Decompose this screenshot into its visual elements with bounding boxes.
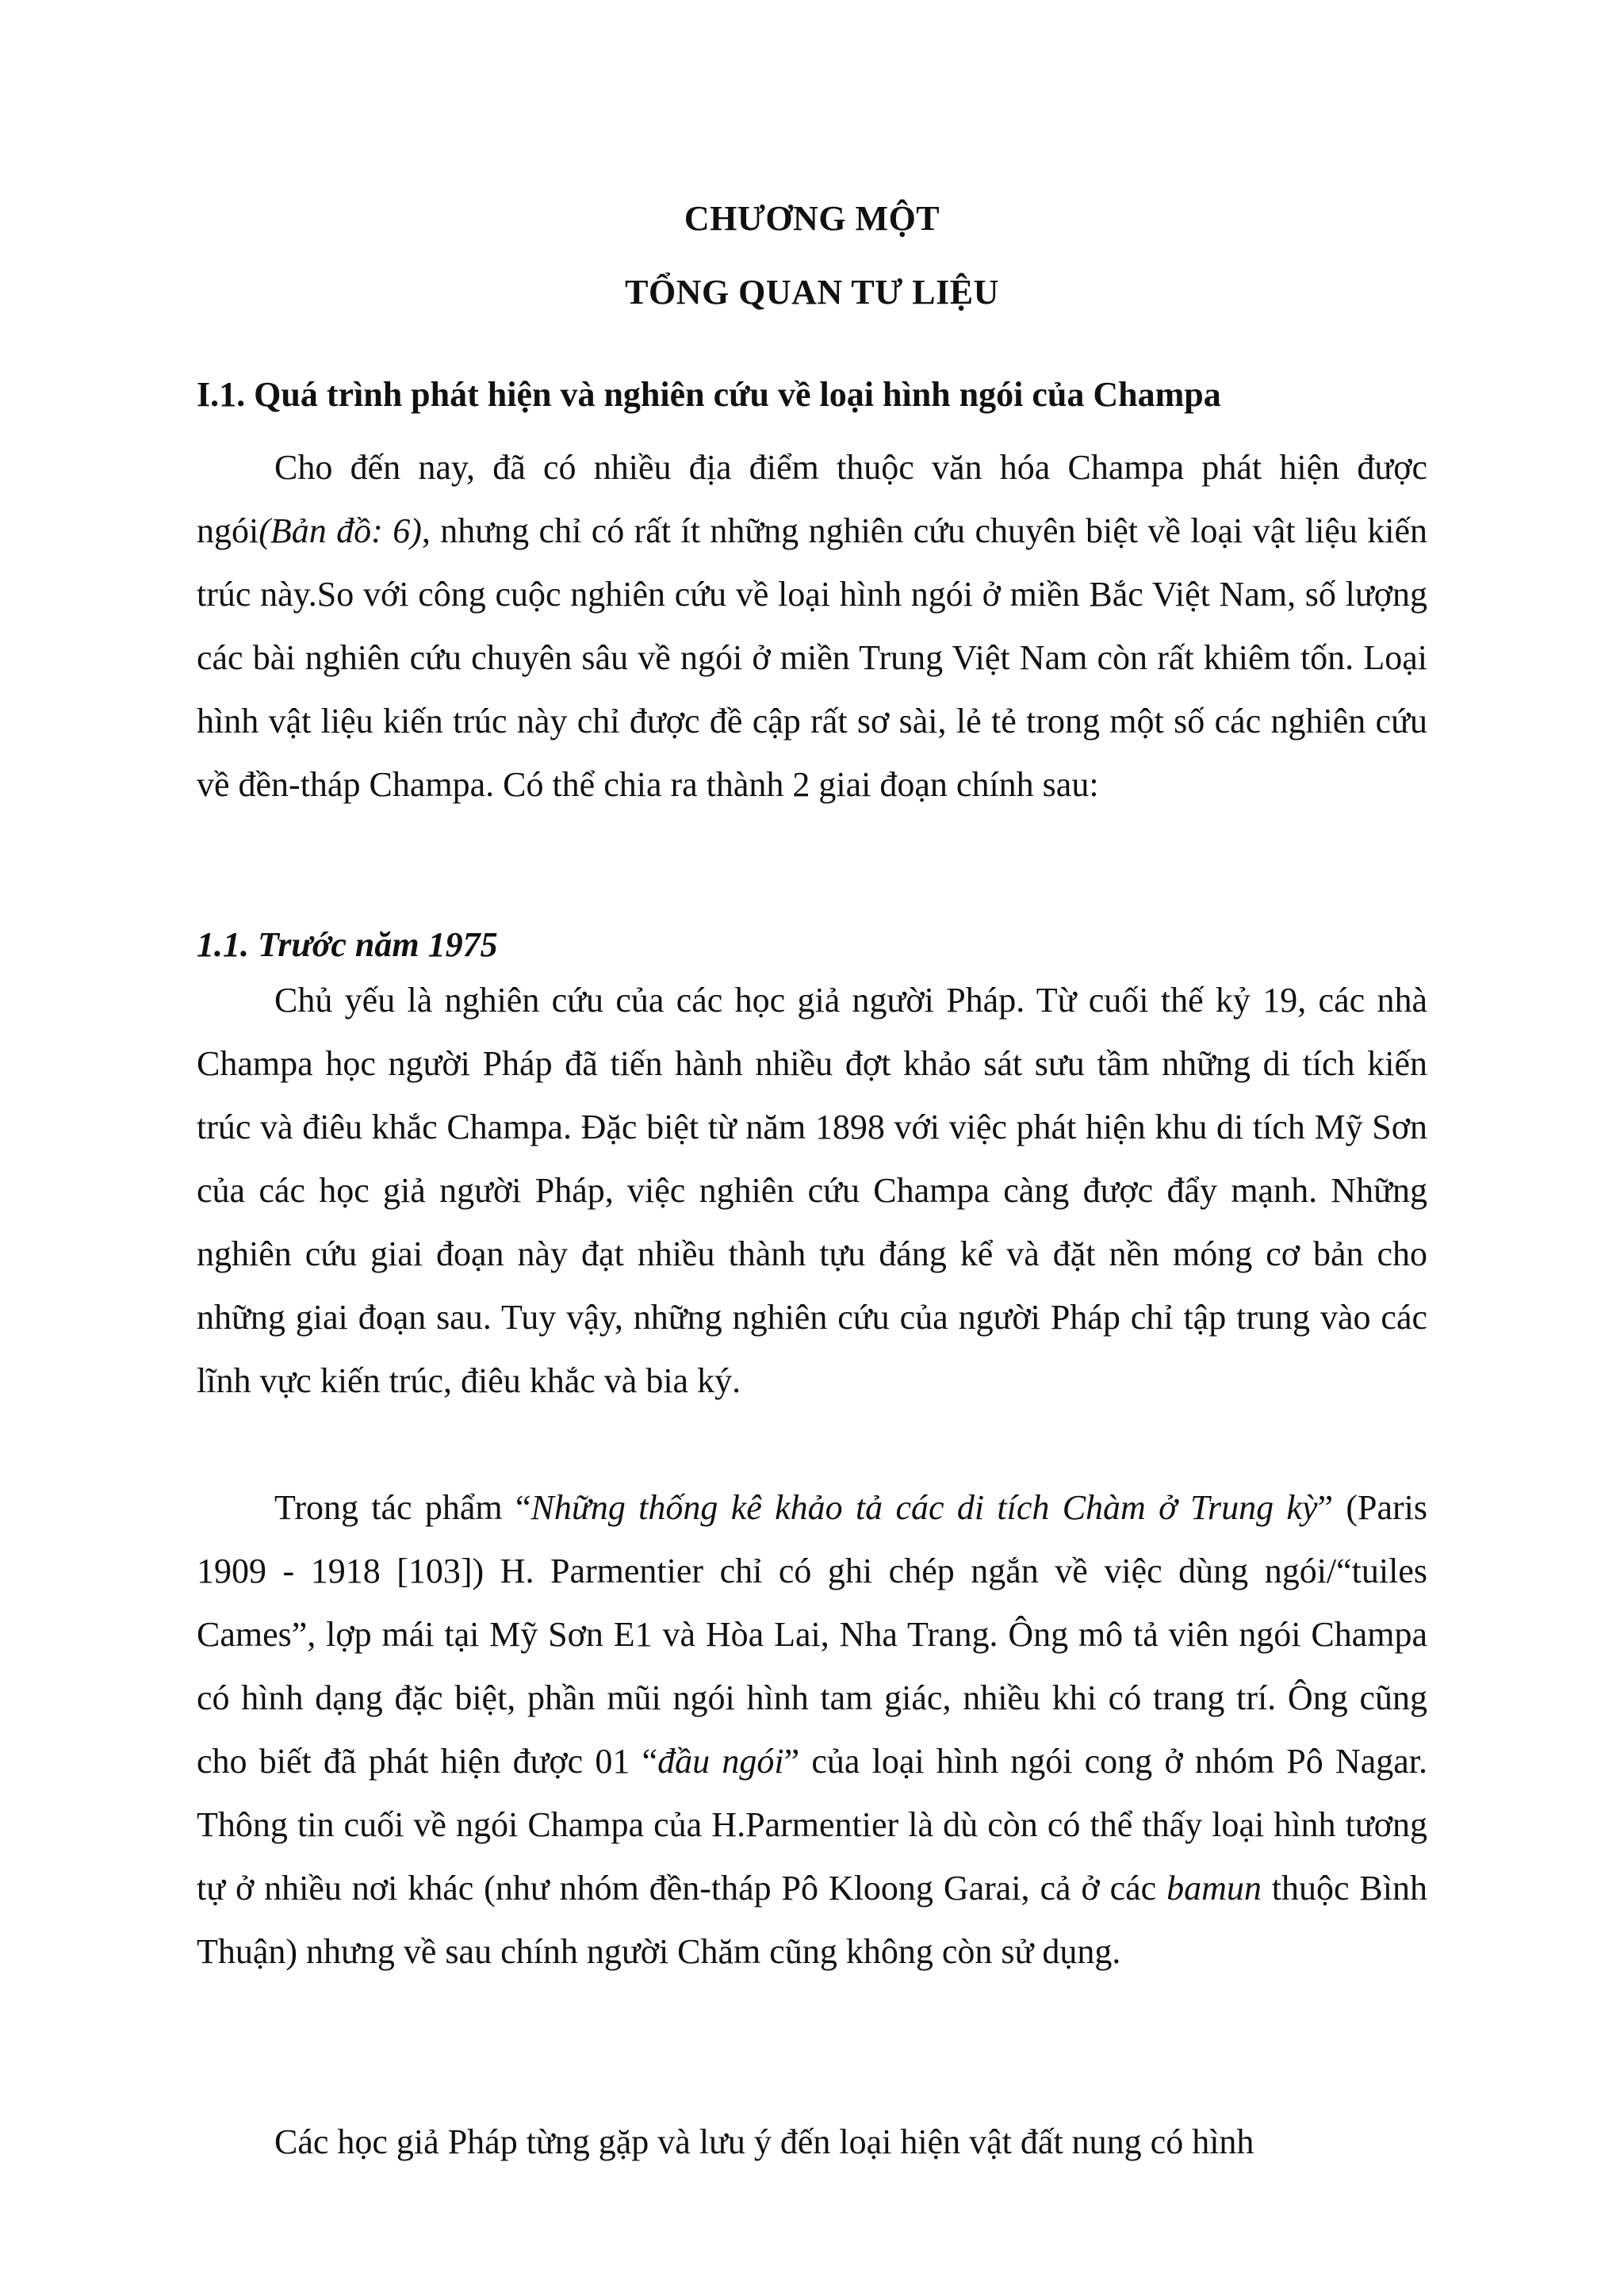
- paragraph-1-text-c: , nhưng chỉ có rất ít những nghiên cứu chuyên biệt về loại vật liệu kiến trúc này.So với công cuộc nghiên cứu về loại hình ngói ở miền Bắc Việt Nam, số lượng các bài nghiên cứu chuyên sâu về ngói ở miền Trung Việt Nam còn rất khiêm tốn. Loại hình vật liệu kiến trúc này chỉ được đề cập rất sơ sài, lẻ tẻ trong một số các nghiên cứu về đền-tháp Champa. Có thể chia ra thành 2 giai đoạn chính sau:: [197, 511, 1427, 804]
- paragraph-1: [197, 436, 1427, 817]
- section-heading: I.1. Quá trình phát hiện và nghiên cứu về loại hình ngói của Champa: [197, 375, 1221, 414]
- paragraph-3: [197, 1476, 1427, 1984]
- paragraph-1-text-a: Cho đến nay, đã có nhiều địa điểm thuộc văn hóa Champa phát hiện được ngói: [197, 448, 1427, 550]
- chapter-title: TỔNG QUAN TƯ LIỆU: [625, 273, 999, 312]
- term-bamun: bamun: [1166, 1869, 1262, 1908]
- chapter-number: CHƯƠNG MỘT: [684, 199, 940, 238]
- paragraph-3-text-e: ” của loại hình ngói cong ở nhóm Pô Nagar. Thông tin cuối về ngói Champa của H.Parmentier là dù còn có thể thấy loại hình tương tự ở nhiều nơi khác (như nhóm đền-tháp Pô Kloong Garai, cả ở các: [197, 1742, 1427, 1908]
- subsection-heading: 1.1. Trước năm 1975: [197, 925, 498, 964]
- book-title: Những thống kê khảo tả các di tích Chàm ở Trung kỳ: [530, 1488, 1318, 1527]
- map-reference: (Bản đồ: 6): [259, 511, 422, 550]
- paragraph-3-text-a: Trong tác phẩm “: [274, 1488, 531, 1527]
- paragraph-2: Chủ yếu là nghiên cứu của các học giả người Pháp. Từ cuối thế kỷ 19, các nhà Champa học người Pháp đã tiến hành nhiều đợt khảo sát sưu tầm những di tích kiến trúc và điêu khắc Champa. Đặc biệt từ năm 1898 với việc phát hiện khu di tích Mỹ Sơn của các học giả người Pháp, việc nghiên cứu Champa càng được đẩy mạnh. Những nghiên cứu giai đoạn này đạt nhiều thành tựu đáng kể và đặt nền móng cơ bản cho những giai đoạn sau. Tuy vậy, những nghiên cứu của người Pháp chỉ tập trung vào các lĩnh vực kiến trúc, điêu khắc và bia ký.: [197, 981, 1427, 1400]
- paragraph-3-text-g: thuộc Bình Thuận) nhưng về sau chính người Chăm cũng không còn sử dụng.: [197, 1869, 1427, 1971]
- paragraph-3-text-c: ” (Paris 1909 - 1918 [103]) H. Parmentier chỉ có ghi chép ngắn về việc dùng ngói/“tuiles Cames”, lợp mái tại Mỹ Sơn E1 và Hòa Lai, Nha Trang. Ông mô tả viên ngói Champa có hình dạng đặc biệt, phần mũi ngói hình tam giác, nhiều khi có trang trí. Ông cũng cho biết đã phát hiện được 01 “: [197, 1488, 1427, 1781]
- paragraph-4: Các học giả Pháp từng gặp và lưu ý đến loại hiện vật đất nung có hình: [274, 2122, 1254, 2161]
- term-dau-ngoi: đầu ngói: [657, 1742, 784, 1781]
